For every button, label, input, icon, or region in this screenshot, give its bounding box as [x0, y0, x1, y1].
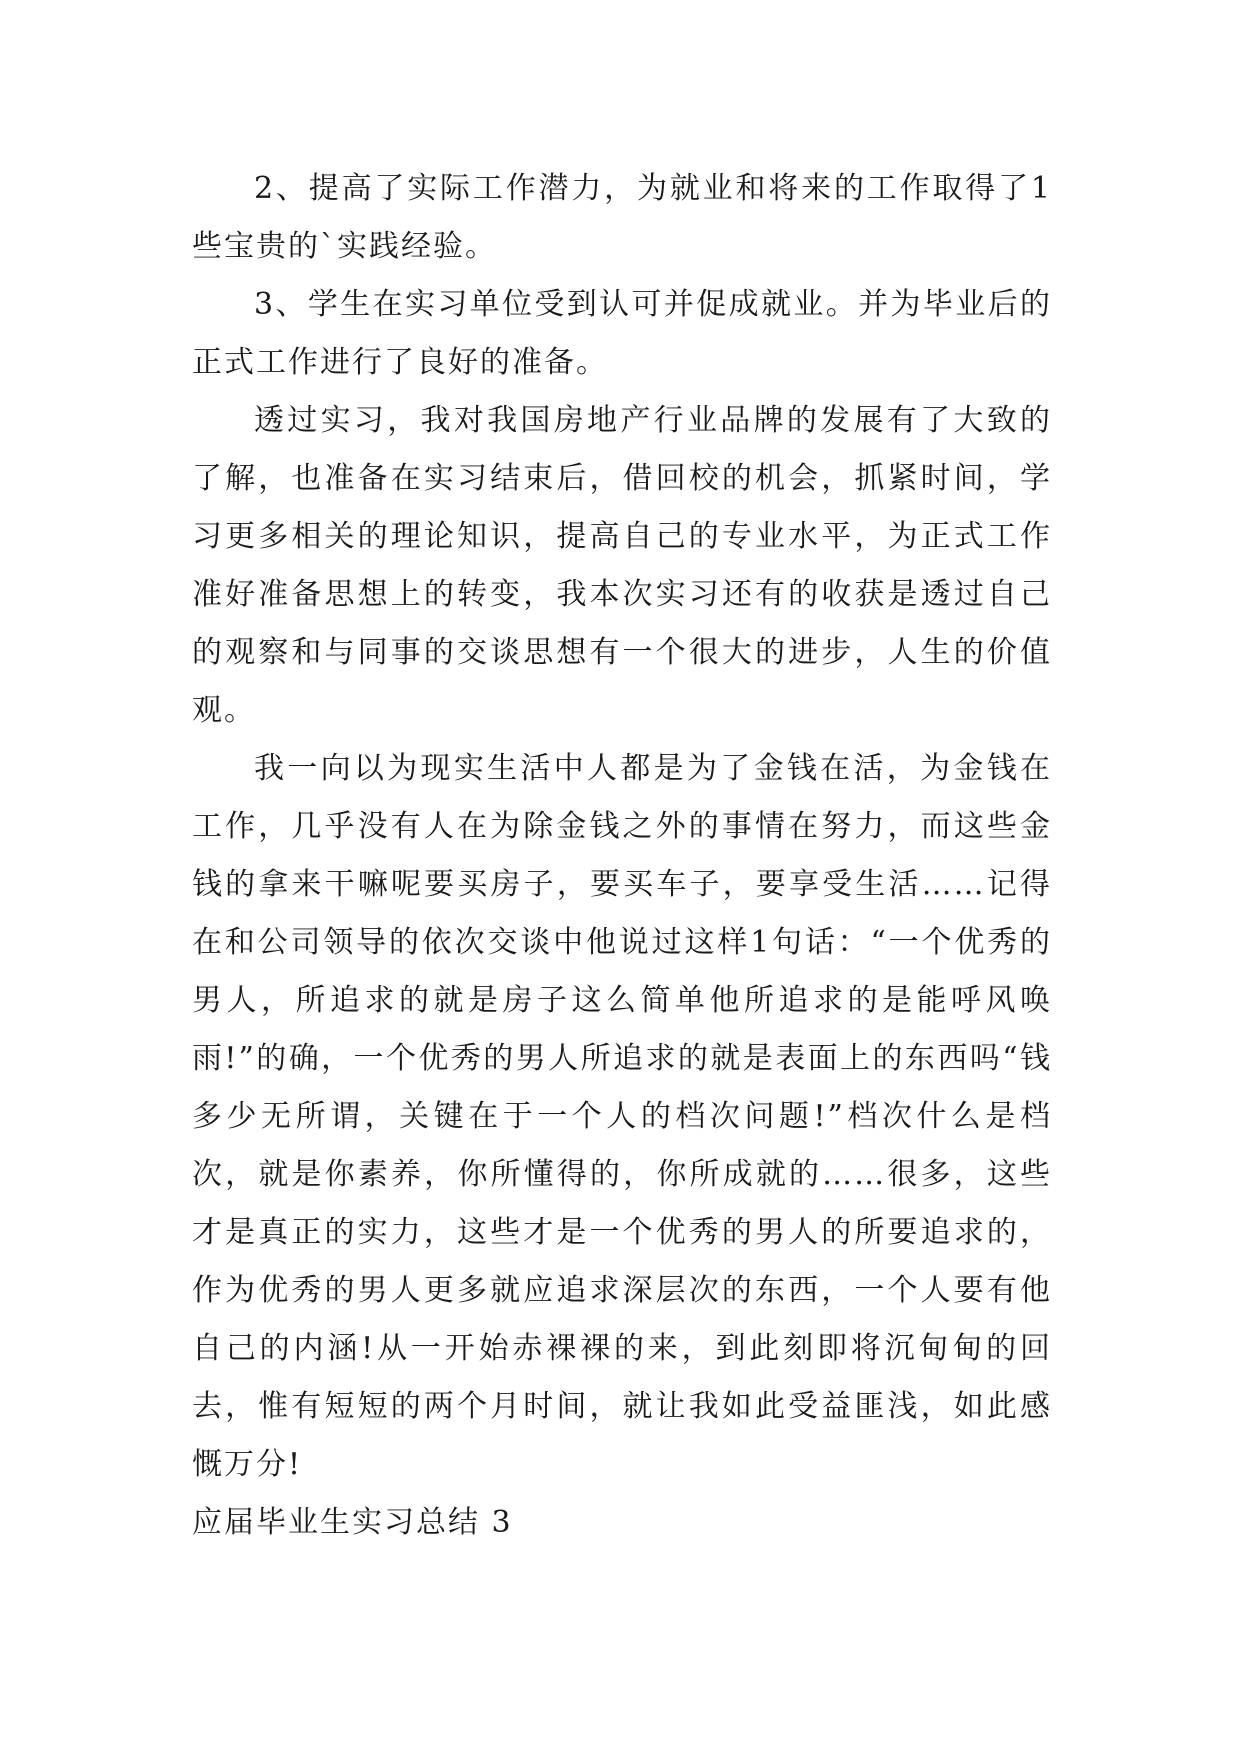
- paragraph-internship-gains: 透过实习，我对我国房地产行业品牌的发展有了大致的了解，也准备在实习结束后，借回校的机会，抓紧时间，学习更多相关的理论知识，提高自己的专业水平，为正式工作准好准备思想上的转变，我本次实习还有的收获是透过自己的观察和与同事的交谈思想有一个很大的进步，人生的价值观。: [192, 403, 1052, 728]
- paragraph-employment: 3、学生在实习单位受到认可并促成就业。并为毕业后的正式工作进行了良好的准备。: [192, 287, 1052, 380]
- paragraph-practical-ability: 2、提高了实际工作潜力，为就业和将来的工作取得了1些宝贵的`实践经验。: [192, 171, 1052, 264]
- document-body: [192, 160, 1052, 1552]
- paragraph-values-reflection: 我一向以为现实生活中人都是为了金钱在活，为金钱在工作，几乎没有人在为除金钱之外的事情在努力，而这些金钱的拿来干嘛呢要买房子，要买车子，要享受生活……记得在和公司领导的依次交谈中他说过这样1句话：“一个优秀的男人，所追求的就是房子这么简单他所追求的是能呼风唤雨!”的确，一个优秀的男人所追求的就是表面上的东西吗“钱多少无所谓，关键在于一个人的档次问题!”档次什么是档次，就是你素养，你所懂得的，你所成就的……很多，这些才是真正的实力，这些才是一个优秀的男人的所要追求的，作为优秀的男人更多就应追求深层次的东西，一个人要有他自己的内涵!从一开始赤裸裸的来，到此刻即将沉甸甸的回去，惟有短短的两个月时间，就让我如此受益匪浅，如此感慨万分!: [192, 751, 1052, 1482]
- section-heading: 应届毕业生实习总结 3: [192, 1505, 513, 1540]
